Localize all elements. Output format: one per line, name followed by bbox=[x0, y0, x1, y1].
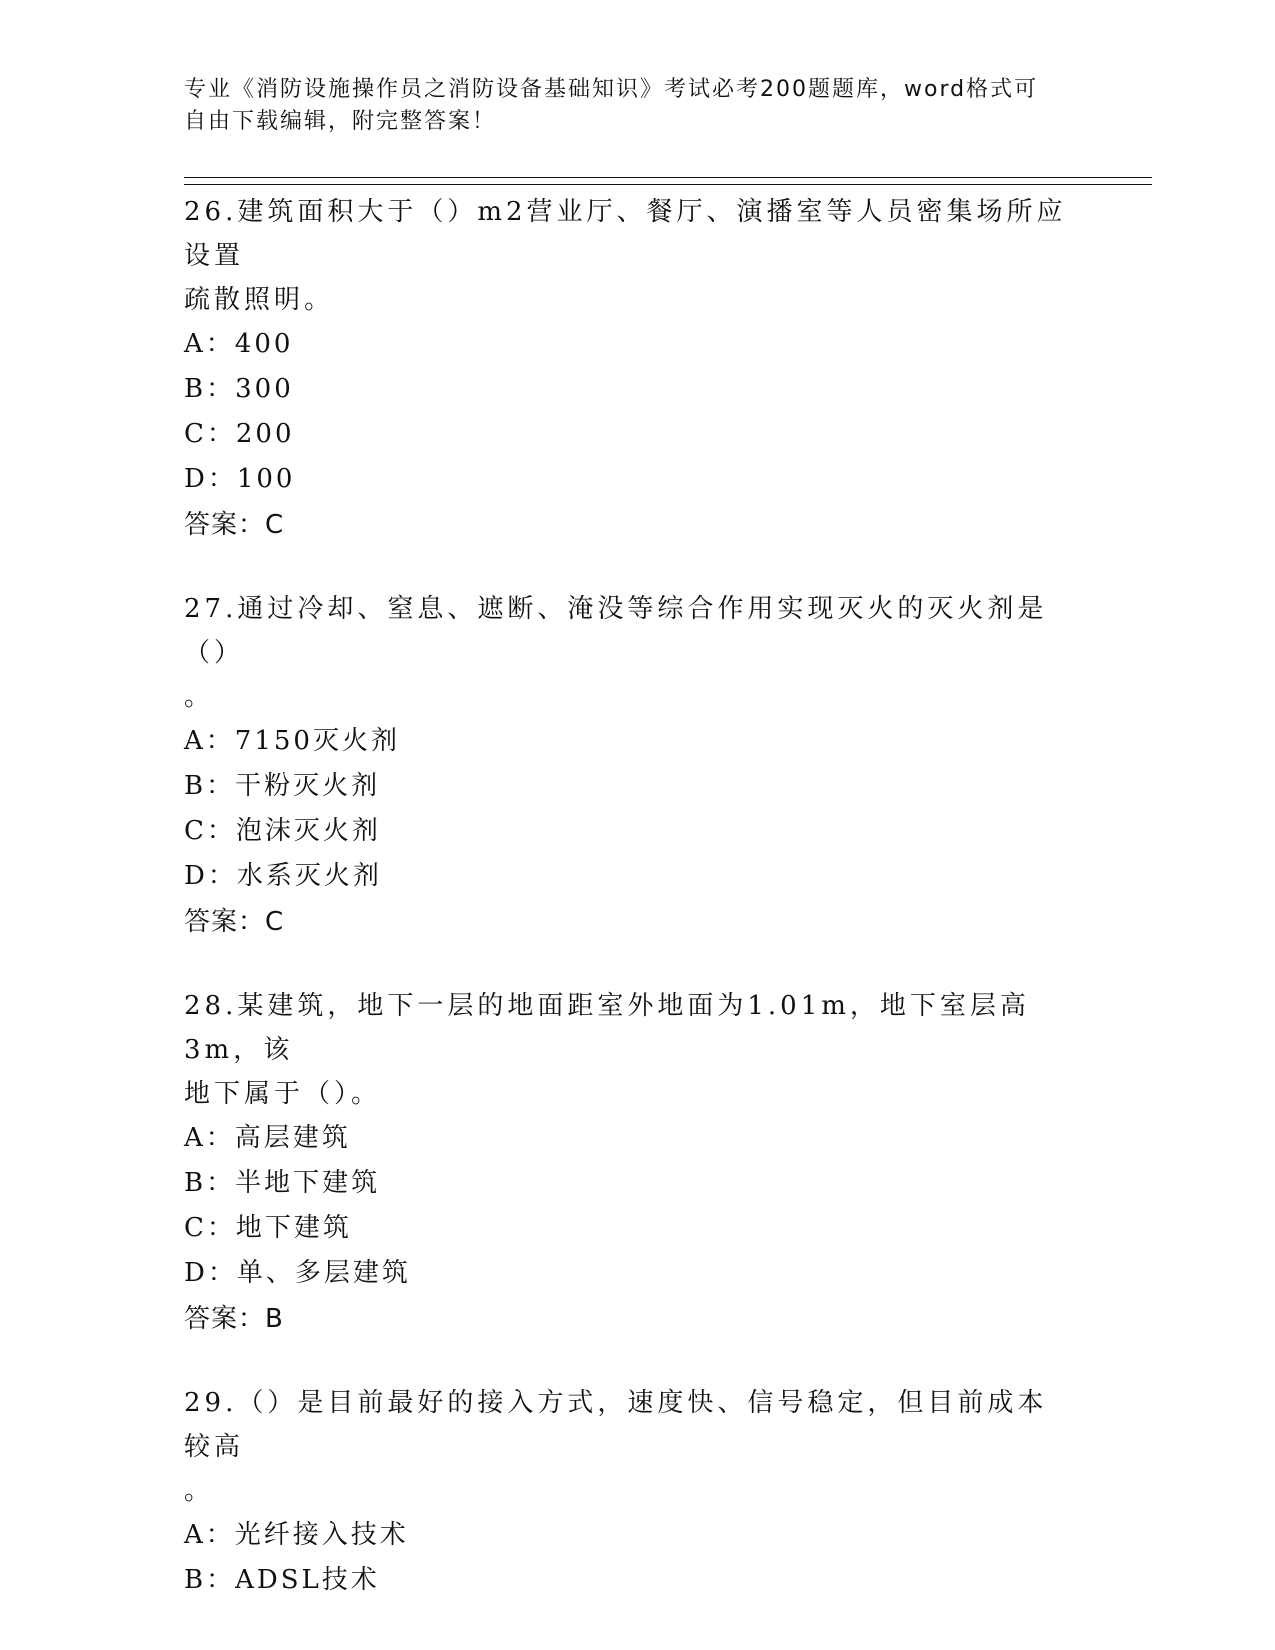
option-c: C：200 bbox=[184, 419, 295, 449]
question-stem: 地下属于（）。 bbox=[184, 1079, 382, 1109]
option-d: D：水系灭火剂 bbox=[184, 861, 382, 891]
question-26 bbox=[184, 190, 1074, 548]
document-header bbox=[184, 74, 1064, 138]
option-a: A：高层建筑 bbox=[184, 1123, 351, 1153]
option-a: A：光纤接入技术 bbox=[184, 1520, 409, 1550]
question-stem: 26.建筑面积大于（）m2营业厅、餐厅、演播室等人员密集场所应设置 bbox=[184, 197, 1067, 271]
option-c: C：地下建筑 bbox=[184, 1213, 352, 1243]
question-stem: 。 bbox=[184, 1476, 215, 1506]
header-line-1: 专业《消防设施操作员之消防设备基础知识》考试必考200题题库，word格式可 bbox=[184, 77, 1039, 102]
header-divider-bottom bbox=[184, 184, 1152, 185]
answer: 答案：B bbox=[184, 1304, 284, 1334]
question-list bbox=[184, 190, 1074, 1642]
question-stem: 29.（）是目前最好的接入方式，速度快、信号稳定，但目前成本较高 bbox=[184, 1388, 1048, 1462]
option-a: A：400 bbox=[184, 329, 294, 359]
option-c: C：泡沫灭火剂 bbox=[184, 816, 381, 846]
question-stem: 疏散照明。 bbox=[184, 285, 335, 315]
header-line-2: 自由下载编辑，附完整答案！ bbox=[184, 109, 497, 134]
option-b: B：干粉灭火剂 bbox=[184, 771, 381, 801]
answer: 答案：C bbox=[184, 510, 285, 540]
option-a: A：7150灭火剂 bbox=[184, 726, 400, 756]
question-stem: 。 bbox=[184, 682, 215, 712]
question-28 bbox=[184, 984, 1074, 1342]
question-stem: 27.通过冷却、窒息、遮断、淹没等综合作用实现灭火的灭火剂是（） bbox=[184, 594, 1048, 668]
option-d: D：单、多层建筑 bbox=[184, 1258, 411, 1288]
question-27 bbox=[184, 587, 1074, 945]
answer: 答案：C bbox=[184, 907, 285, 937]
option-b: B：半地下建筑 bbox=[184, 1168, 381, 1198]
option-b: B：300 bbox=[184, 374, 294, 404]
header-divider-top bbox=[184, 177, 1152, 178]
option-b: B：ADSL技术 bbox=[184, 1565, 380, 1595]
question-stem: 28.某建筑，地下一层的地面距室外地面为1.01m，地下室层高3m，该 bbox=[184, 991, 1030, 1065]
question-29 bbox=[184, 1381, 1074, 1603]
option-d: D：100 bbox=[184, 464, 296, 494]
